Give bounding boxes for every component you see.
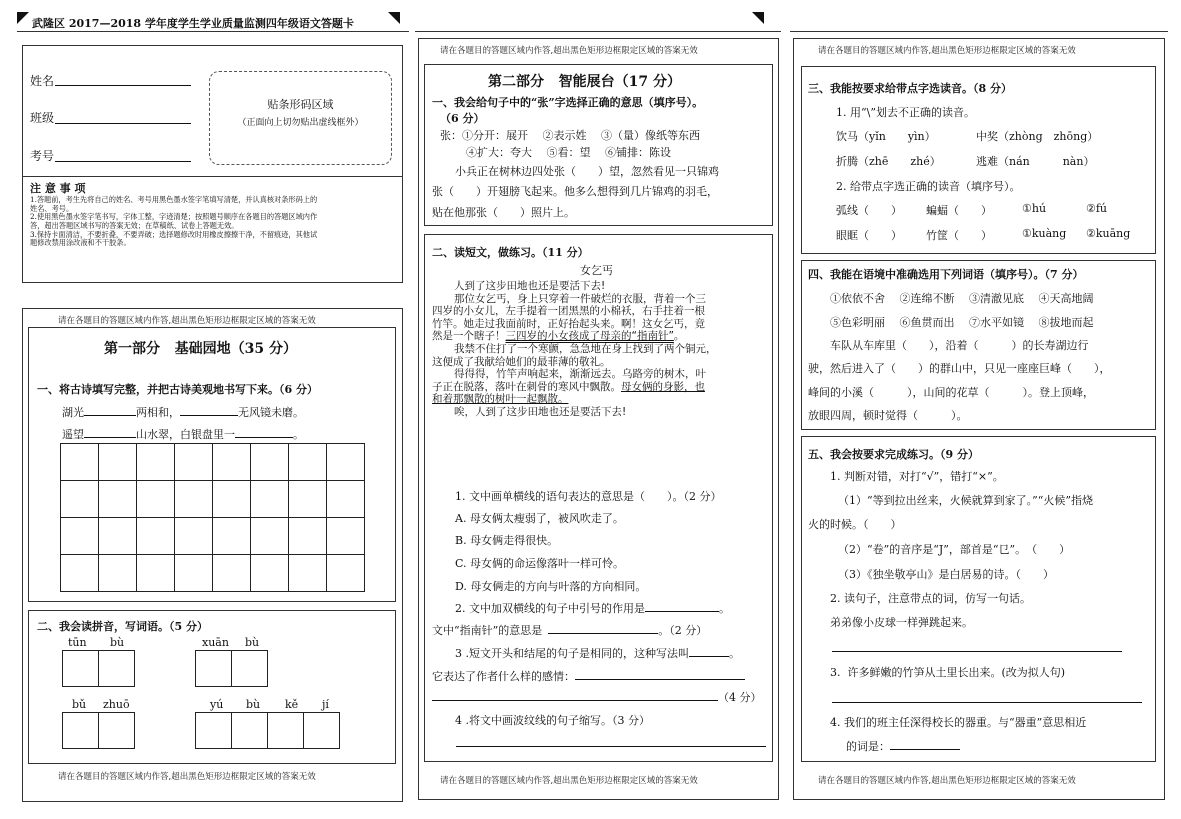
question-text: 。 xyxy=(719,602,730,615)
answer-line[interactable] xyxy=(456,746,766,747)
pinyin-label: kě xyxy=(285,698,299,711)
writing-grid[interactable] xyxy=(60,443,365,592)
q3-row4b: 竹筐（ ） xyxy=(926,229,992,242)
q3-row3a: 弧线（ ） xyxy=(836,204,902,217)
passage-text: 子正在脱落，落叶在刺骨的寒风中飘散。 xyxy=(432,380,621,393)
exam-no-field-label: 考号 xyxy=(30,149,55,163)
passage-line: 我禁不住打了一个寒颤，急急地在身上找到了两个铜元， xyxy=(454,342,717,355)
pinyin-box[interactable] xyxy=(62,712,99,749)
pinyin-label: bǔ xyxy=(72,698,87,711)
passage-line: 这便成了我献给她们的最菲薄的敬礼。 xyxy=(432,355,611,368)
double-underlined-sentence: 三四岁的小女孩成了母亲的“指南针” xyxy=(505,330,674,343)
underlined-sentence: 和着那飘散的树叶一起飘散。 xyxy=(432,393,569,406)
answer-blank[interactable] xyxy=(645,611,719,612)
q5-sub4b xyxy=(846,738,960,754)
zhang-options-2: ④扩大：夸大 ⑤看：望 ⑥铺排：陈设 xyxy=(466,146,671,159)
part3-q5-title: 五、我会按要求完成练习。（9 分） xyxy=(808,448,979,461)
passage-line: 唉，人到了这步田地也还是要活下去! xyxy=(454,405,627,418)
page-title: 武隆区 2017—2018 学年度学生学业质量监测四年级语文答题卡 xyxy=(32,17,354,30)
exam-no-field[interactable] xyxy=(55,161,191,162)
pinyin-label: jí xyxy=(322,698,329,711)
notice-bottom: 请在各题目的答题区域内作答,超出黑色矩形边框限定区域的答案无效 xyxy=(58,772,316,782)
question-text: 2. 文中加双横线的句子中引号的作用是 xyxy=(455,602,645,615)
q3-row4a: 眼眶（ ） xyxy=(836,229,902,242)
class-field[interactable] xyxy=(55,123,191,124)
q5-sub1a2: 火的时候。（ ） xyxy=(808,518,902,531)
q4-text-3: 峰间的小溪（ ），山间的花草（ ）。登上顶峰， xyxy=(808,386,1094,399)
answer-blank[interactable] xyxy=(548,633,658,634)
poem-text: 遥望 xyxy=(62,428,84,441)
question-text: 3 .短文开头和结尾的句子是相同的，这种写法叫 xyxy=(455,647,689,660)
poem-blank[interactable] xyxy=(235,437,293,438)
notice-top: 请在各题目的答题区域内作答,超出黑色矩形边框限定区域的答案无效 xyxy=(440,46,698,56)
question-2-2 xyxy=(455,600,730,616)
q4-options-1: ①依依不舍 ②连绵不断 ③清澈见底 ④天高地阔 xyxy=(830,292,1094,305)
q5-sub4: 4. 我们的班主任深得校长的器重。与“器重”意思相近 xyxy=(830,716,1087,729)
part1-q2-title: 二、我会读拼音，写词语。（5 分） xyxy=(37,620,208,633)
instructions-list xyxy=(30,196,396,248)
poem-text: 两相和， xyxy=(136,406,180,419)
q3-row2b: 逃难（nán nàn） xyxy=(976,155,1095,168)
poem-blank[interactable] xyxy=(84,437,136,438)
class-field-label: 班级 xyxy=(30,111,55,125)
pinyin-label: bù xyxy=(110,636,125,649)
poem-line-1 xyxy=(62,404,304,420)
pinyin-box[interactable] xyxy=(195,712,232,749)
part3-q3-title: 三、我能按要求给带点字选读音。（8 分） xyxy=(808,82,1012,95)
question-2-3b xyxy=(432,668,745,684)
info-divider xyxy=(23,176,402,177)
barcode-hint: （正面向上切勿贴出虚线框外） xyxy=(237,118,364,128)
header-rule xyxy=(17,31,409,32)
q5-sub1c: （3）《独坐敬亭山》是白居易的诗。（ ） xyxy=(838,568,1054,581)
q5-sub3: 3. 许多鲜嫩的竹笋从土里长出来。(改为拟人句) xyxy=(830,666,1066,679)
pinyin-label: zhuō xyxy=(103,698,130,711)
student-info-box xyxy=(22,45,403,283)
pinyin-box[interactable] xyxy=(98,650,135,687)
option-a[interactable]: A. 母女俩太瘦弱了，被风吹走了。 xyxy=(455,512,624,525)
pinyin-box[interactable] xyxy=(62,650,99,687)
q3-row3d: ②fú xyxy=(1086,202,1108,215)
passage-line: 得得得，竹竿声响起来，渐渐远去。乌路旁的树木，叶 xyxy=(454,368,706,381)
answer-blank[interactable] xyxy=(575,679,745,680)
zhang-options-1: 张：①分开：展开 ②表示姓 ③（量）像纸等东西 xyxy=(440,129,700,142)
corner-marker xyxy=(388,12,400,24)
answer-blank[interactable] xyxy=(689,656,729,657)
q3-row1a: 饮马（yǐn yìn） xyxy=(836,130,936,143)
pinyin-label: yú xyxy=(210,698,224,711)
poem-line-2 xyxy=(62,426,304,442)
instruction-line: 题修改禁用涂改液和不干胶条。 xyxy=(30,238,131,248)
header-rule xyxy=(415,31,781,32)
question-2-2b xyxy=(432,622,707,638)
q4-text-2: 驶，然后进入了（ ）的群山中，只见一座座巨峰（ ）， xyxy=(808,362,1111,375)
notice-top: 请在各题目的答题区域内作答,超出黑色矩形边框限定区域的答案无效 xyxy=(58,316,316,326)
pinyin-label: xuān xyxy=(202,636,229,649)
passage-title: 女乞丐 xyxy=(580,264,613,277)
question-text: 它表达了作者什么样的感情： xyxy=(432,670,575,683)
passage-line: 那位女乞丐，身上只穿着一件破烂的衣服，背着一个三 xyxy=(454,292,706,305)
poem-blank[interactable] xyxy=(84,415,136,416)
question-2-3 xyxy=(455,645,740,661)
passage-line: 四岁的小女儿，左手提着一团黑黑的小棉袄，右手拄着一根 xyxy=(432,305,705,318)
question-text: 。（2 分） xyxy=(658,624,708,637)
poem-blank[interactable] xyxy=(180,415,238,416)
question-2-3c xyxy=(432,689,762,705)
instruction-line: 答，超出答题区域书写的答案无效；在草稿纸、试卷上答题无效。 xyxy=(30,220,239,230)
passage xyxy=(432,280,768,419)
q5-sub1a: （1）“等到拉出丝来，火候就算到家了。”“火候”指烧 xyxy=(838,494,1093,507)
part1-title: 第一部分 基础园地（35 分） xyxy=(104,341,297,357)
question-2-1: 1. 文中画单横线的语句表达的意思是（ ）。（2 分） xyxy=(455,490,722,503)
header-rule xyxy=(790,31,1168,32)
pinyin-box[interactable] xyxy=(195,650,232,687)
passage-text: 然是一个瞎子！ xyxy=(432,330,506,343)
part2-q1-title: 一、我会给句子中的“张”字选择正确的意思（填序号）。 xyxy=(432,96,704,109)
question-text: 的词是： xyxy=(846,740,890,753)
question-text: 文中“指南针”的意思是 xyxy=(432,624,543,637)
instructions-title: 注 意 事 项 xyxy=(30,182,86,195)
zhang-text-2: 张（ ）开翅膀飞起来。他多么想得到几片锦鸡的羽毛， xyxy=(432,185,718,198)
notice-bottom: 请在各题目的答题区域内作答,超出黑色矩形边框限定区域的答案无效 xyxy=(818,776,1076,786)
option-c[interactable]: C. 母女俩的命运像落叶一样可怜。 xyxy=(455,557,625,570)
q5-sub1: 1. 判断对错，对打“√”，错打“×”。 xyxy=(830,470,1004,483)
part2-title: 第二部分 智能展台（17 分） xyxy=(488,74,681,90)
q3-row1b: 中奖（zhòng zhōng） xyxy=(976,130,1099,143)
passage-line xyxy=(432,381,768,394)
answer-line[interactable] xyxy=(832,702,1142,703)
q3-sub2: 2. 给带点字选正确的读音（填序号）。 xyxy=(836,180,1021,193)
pinyin-label: bù xyxy=(246,698,261,711)
part1-q1-title: 一、将古诗填写完整，并把古诗美观地书写下来。（6 分） xyxy=(37,383,318,396)
passage-line: 人到了这步田地也还是要活下去! xyxy=(454,280,606,292)
notice-top: 请在各题目的答题区域内作答,超出黑色矩形边框限定区域的答案无效 xyxy=(818,46,1076,56)
q5-sub2a: 弟弟像小皮球一样弹跳起来。 xyxy=(830,616,973,629)
instruction-line: 1.答题前，考生先将自己的姓名、考号用黑色墨水签字笔填写清楚，并认真核对条形码上的 xyxy=(30,195,318,204)
underlined-sentence: 母女俩的身影，也 xyxy=(621,380,705,393)
pinyin-box[interactable] xyxy=(231,712,268,749)
q3-row2a: 折腾（zhē zhé） xyxy=(836,155,941,168)
poem-text: 山水翠，白银盘里一 xyxy=(136,428,235,441)
answer-blank[interactable] xyxy=(432,700,718,701)
instruction-line: 2.使用黑色墨水签字笔书写，字体工整，字迹清楚；按照题号顺序在各题目的答题区域内作 xyxy=(30,212,318,222)
q5-sub2: 2. 读句子，注意带点的词，仿写一句话。 xyxy=(830,592,1031,605)
part3-q4-title: 四、我能在语境中准确选用下列词语（填序号）。（7 分） xyxy=(808,268,1084,281)
q3-row4d: ②kuāng xyxy=(1086,227,1131,240)
pinyin-box[interactable] xyxy=(231,650,268,687)
passage-line xyxy=(432,330,768,343)
barcode-title: 贴条形码区域 xyxy=(267,98,334,111)
poem-text: 。 xyxy=(293,428,304,441)
notice-bottom: 请在各题目的答题区域内作答,超出黑色矩形边框限定区域的答案无效 xyxy=(440,776,698,786)
zhang-text-1: 小兵正在树林边四处张（ ）望，忽然看见一只锦鸡 xyxy=(455,165,719,178)
option-b[interactable]: B. 母女俩走得很快。 xyxy=(455,534,559,547)
zhang-text-3: 贴在他那张（ ）照片上。 xyxy=(432,206,575,219)
pinyin-box[interactable] xyxy=(98,712,135,749)
q4-text-4: 放眼四周，顿时觉得（ ）。 xyxy=(808,409,968,422)
part2-q1-score: （6 分） xyxy=(440,112,485,125)
instruction-line: 姓名、考号。 xyxy=(30,203,74,213)
pinyin-label: bù xyxy=(245,636,260,649)
question-text: （4 分） xyxy=(718,691,762,704)
question-2-4: 4 .将文中画波纹线的句子缩写。（3 分） xyxy=(455,714,650,727)
passage-line: 竹竿。她走过我面前时，正好抬起头来。啊！这女乞丐，竟 xyxy=(432,317,705,330)
pinyin-box[interactable] xyxy=(303,712,340,749)
instruction-line: 3.保持卡面清洁，不要折叠，不要弄破；选择题修改时用橡皮擦擦干净，不留痕迹，其他试 xyxy=(30,229,318,239)
q3-row3b: 蝙蝠（ ） xyxy=(926,204,992,217)
answer-line[interactable] xyxy=(832,651,1122,652)
corner-marker xyxy=(17,12,29,24)
q4-options-2: ⑤色彩明丽 ⑥鱼贯而出 ⑦水平如镜 ⑧拔地而起 xyxy=(830,316,1094,329)
corner-marker xyxy=(752,12,764,24)
name-field-label: 姓名 xyxy=(30,74,55,88)
option-d[interactable]: D. 母女俩走的方向与叶落的方向相同。 xyxy=(455,580,647,593)
question-text: 。 xyxy=(729,647,740,660)
poem-text: 无风镜未磨。 xyxy=(238,406,304,419)
q3-row4c: ①kuàng xyxy=(1022,227,1067,240)
q3-row3c: ①hú xyxy=(1022,202,1047,215)
passage-text: 。 xyxy=(673,330,685,343)
answer-blank[interactable] xyxy=(890,749,960,750)
q4-text-1: 车队从车库里（ ），沿着（ ）的长寿湖边行 xyxy=(830,339,1089,352)
pinyin-box[interactable] xyxy=(267,712,304,749)
pinyin-label: tūn xyxy=(68,636,87,649)
part2-q2-title: 二、读短文，做练习。（11 分） xyxy=(432,246,589,259)
barcode-area xyxy=(209,71,392,165)
q3-sub1: 1. 用“\”划去不正确的读音。 xyxy=(836,106,975,119)
q5-sub1b: （2）“卷”的音序是“J”，部首是“㔾”。 （ ） xyxy=(838,543,1071,556)
poem-text: 湖光 xyxy=(62,406,84,419)
name-field[interactable] xyxy=(55,85,191,86)
